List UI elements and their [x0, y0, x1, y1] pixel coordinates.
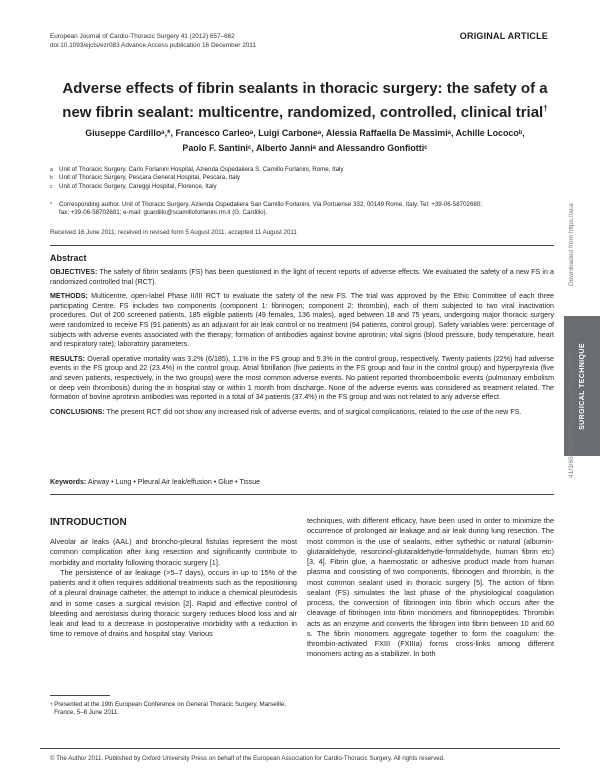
title-dagger[interactable]: † [543, 103, 548, 113]
title-line-2: new fibrin sealant: multicentre, randomized, controlled, clinical trial [62, 103, 544, 121]
affiliation: a Unit of Thoracic Surgery, Carlo Forlanini Hospital, Azienda Ospedaliera S. Camillo Forlanini, Rome, Italy [50, 166, 344, 173]
download-notice-top[interactable]: Downloaded from https://aca [568, 203, 575, 286]
journal-header [50, 32, 256, 51]
left-column [50, 537, 297, 640]
received-dates: Received 16 June 2011; received in revised form 5 August 2011; accepted 11 August 2011 [50, 229, 297, 236]
authors-line-2: Paolo F. Santiniᶜ, Alberto Janniᵃ and Alessandro Gonfiottiᶜ [182, 142, 428, 153]
divider [50, 245, 554, 246]
affiliation: c Unit of Thoracic Surgery, Careggi Hospital, Florence, Italy [50, 182, 217, 190]
paragraph: Alveolar air leaks (AAL) and broncho-pleural fistulas represent the most common complication after lung resection and significantly contribute to morbidity and mortality following thoracic surgery [1]. [50, 537, 297, 567]
divider [50, 494, 554, 495]
keywords-list: Airway • Lung • Pleural Air leak/effusion • Glue • Tissue [87, 478, 261, 486]
abstract-heading: Abstract [50, 253, 87, 263]
footnote-mark: † [50, 702, 53, 707]
abstract-objectives: OBJECTIVES: The safety of fibrin sealants (FS) has been questioned in the light of recent reports of adverse effects. We evaluated the safety of a new FS in a randomized controlled trial (RCT). [50, 268, 554, 286]
correspondence-line-2[interactable]: fax: +39-06-58702681; e-mail: gcardillo@scamilloforlanini.rm.it (G. Cardillo). [59, 209, 268, 217]
section-side-tab: SURGICAL TECHNIQUE [564, 316, 600, 456]
copyright-footer: © The Author 2011. Published by Oxford University Press on behalf of the European Association for Cardio-Thoracic Surgery. All rights reserved. [50, 755, 445, 762]
footnote-rule [50, 695, 110, 696]
corresponding-author: * Corresponding author. Unit of Thoracic Surgery, Azienda Ospedaliera San Camillo Forlanini, Via Portuense 332, 00149 Rome, Italy. Tel: +39-06-58702680; fax: +39-06-58702681; e-mail: gcardillo@scamilloforlanini.rm.it (G. Cardillo). [50, 201, 483, 217]
paragraph: techniques, with different efficacy, have been used in order to minimize the occurrence of prolonged air leakage and air leak during lung resection. The most common is the use of sealants, either sythethic or natural (albumin-glutaraldehyde, resorcinol-glutaraldehyde-formaldehyde, human fibrin etc) [3, 4]. Fibrin glue, a haemostatic or adhesive product made from human plasma and consisting of two components, fibrinogen and thrombin, is the most common sealant used in thoracic surgery [5]. The action of fibrin sealant (FS) simulates the last phase of the physiological coagulation process, the conversion of fibrinogen into fibrin which occurs after the cleavage of fibrinogen into fibrin monomers and fibrinopeptides. Thrombin acts as an enzyme and converts the fibrogen into fibrin between 10 and 60 s. The fibrin monomers aggregate together to form the coagulum: the thrombin-activated FXIII (FXIIIa) forms cross-links among different monomers acting as a stabilizer. In both [307, 516, 554, 659]
keywords [50, 478, 554, 488]
abstract-body [50, 268, 554, 422]
authors-line-1: Giuseppe Cardilloᵃ,*, Francesco Carleoᵃ, Luigi Carboneᵃ, Alessia Raffaella De Massimiᵃ, Achille Lococoᵇ, [85, 128, 525, 138]
footer-rule [40, 748, 560, 749]
article-type-label: ORIGINAL ARTICLE [459, 31, 548, 41]
footnote-text: Presented at the 19th European Conference on General Thoracic Surgery, Marseille, France, 5–8 June 2011. [54, 701, 286, 717]
title-line-1: Adverse effects of fibrin sealants in thoracic surgery: the safety of a [62, 80, 548, 97]
download-notice-bottom: 41/3/657/365857 by guest on 26 June 2022 [568, 352, 575, 478]
doi-line: doi:10.1093/ejcts/ezr083 Advance Access publication 16 December 2011 [50, 42, 256, 50]
right-column [307, 516, 554, 660]
footnote [50, 701, 297, 718]
journal-citation: European Journal of Cardio-Thoracic Surgery 41 (2012) 657–662 [50, 33, 235, 40]
author-list [40, 126, 570, 155]
abstract-methods: METHODS: Multicentre, open-label Phase II/III RCT to evaluate the safety of the new FS. The trial was approved by the Ethic Committee of each three participating Centre. FS includes two components (component 1: fibrinogen; component 2: thrombin), each of them subjected to two viral inactivation procedures. Out of 200 screened patients, 185 eligible patients (49 females, 136 males), aged between 18 and 75 years, undergoing major thoracic surgery were randomized to receive FS (91 patients) as an adjuvant for air leak control or no treatment (94 patients, control group). Safety variables were: percentage of subjects with adverse events associated with the therapy; formation of antibodies against bovine aprotinin; vital signs (blood pressure, body temperature, heart and respiratory rate); laboratory parameters. [50, 292, 554, 349]
abstract-results: RESULTS: Overall operative mortality was 3.2% (6/185), 1.1% in the FS group and 5.3% in the control group, respectively. Twenty patients (22%) had adverse events in the FS group and 22 (23.4%) in the control group. Atrial fibrillation (five patients in the FS group and four in the control group) and hyperpyrexia (five and seven patients, respectively, in the two groups) were the most common adverse events. No patient reported thromboembolic events (pulmonary embolism or deep vein thrombosis) during the in hospital stay or within 1 month from discharge. None of the adverse events was considered as treatment related. The formation of bovine aprotinin antibodies was reported in a total of 34 patients (37.4%) in the FS group and was not related to any adverse effect. [50, 354, 554, 402]
article-title [40, 79, 570, 122]
abstract-conclusions: CONCLUSIONS: The present RCT did not show any increased risk of adverse events, and of surgical complications, related to the use of the new FS. [50, 407, 522, 416]
correspondence-line-1: Corresponding author. Unit of Thoracic Surgery, Azienda Ospedaliera San Camillo Forlanini, Via Portuense 332, 00149 Rome, Italy. Tel: +39-06-58702680; [59, 201, 483, 208]
introduction-heading: INTRODUCTION [50, 517, 127, 528]
paragraph: The persistence of air leakage (>5–7 days), occurs in up to 15% of the patients and it often requires additional treatments such as the repositioning of a pleural drainage catheter, the attempt to induce a chemical pleurodesis and in some cases a surgical revision [2]. Rapid and effective control of bleeding and aerostasis during thoracic surgery reduces blood loss and air leak and lead to a decrease in postoperative morbidity with a reduction in time to remove of drains and hospital stay. Various [50, 567, 297, 639]
affiliations [50, 166, 520, 191]
affiliation: b Unit of Thoracic Surgery, Pescara General Hospital, Pescara, Italy [50, 174, 241, 182]
keywords-label: Keywords: [50, 478, 87, 486]
